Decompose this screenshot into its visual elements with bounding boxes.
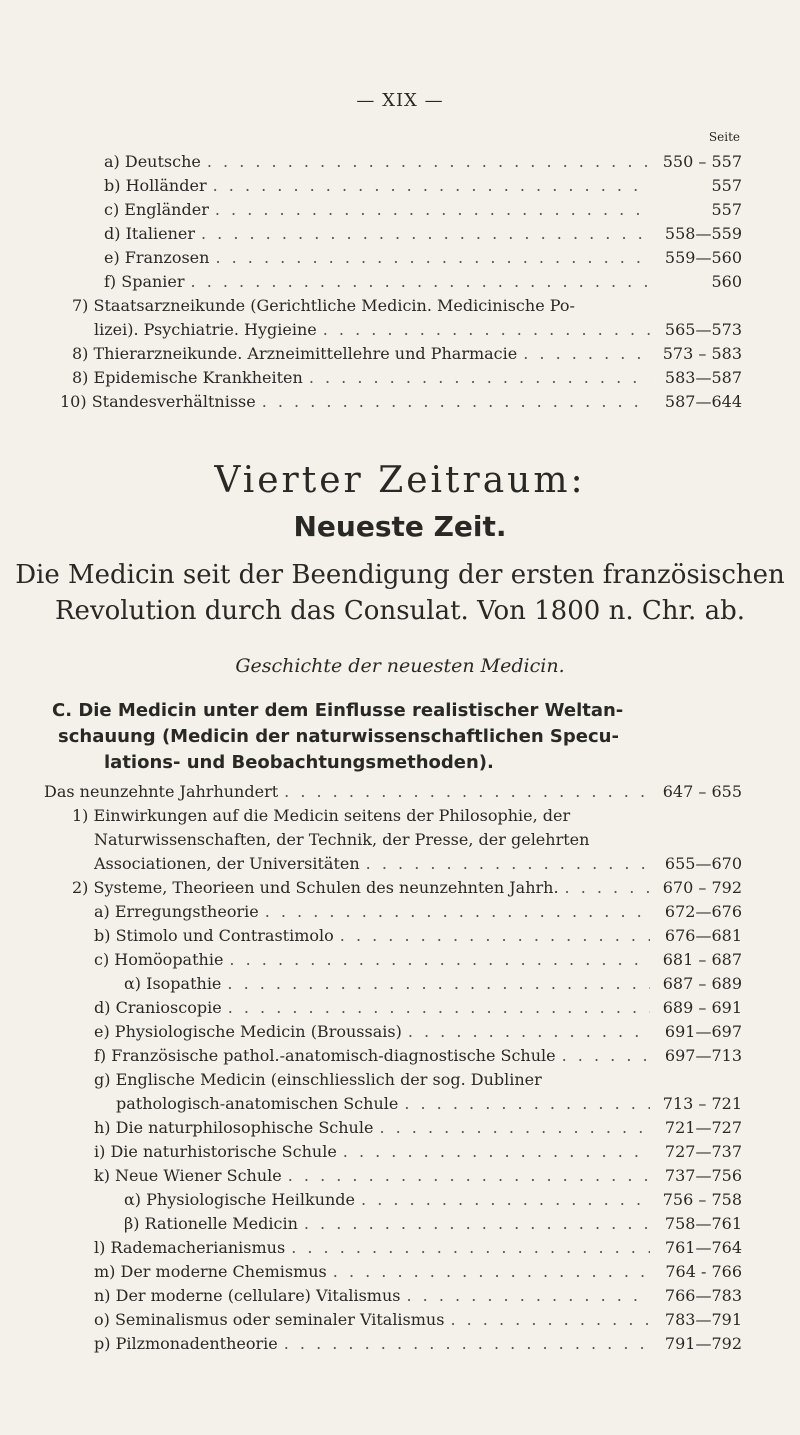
toc-entry-label: Associationen, der Universitäten <box>94 854 360 873</box>
toc-entry-page: 764 - 766 <box>665 1262 742 1281</box>
toc-entry-label: c) Homöopathie <box>94 950 224 969</box>
toc-leader-dots <box>379 1118 650 1137</box>
toc-leader-dots <box>333 1262 650 1281</box>
toc-entry-label: 8) Epidemische Krankheiten <box>72 368 303 387</box>
section-italic-title: Geschichte der neuesten Medicin. <box>235 655 565 677</box>
toc-entry <box>94 926 742 950</box>
toc-leader-dots <box>523 344 650 363</box>
toc-entry-label: 2) Systeme, Theorieen und Schulen des neunzehnten Jahrh. <box>72 878 559 897</box>
toc-entry-label: d) Cranioscopie <box>94 998 222 1017</box>
toc-entry-label: α) Physiologische Heilkunde <box>124 1190 356 1209</box>
seite-label: Seite <box>708 130 740 144</box>
toc-entry <box>94 998 742 1022</box>
chapter-title-line-1: C. Die Medicin unter dem Einflusse realistischer Weltan- <box>52 700 624 721</box>
toc-leader-dots <box>565 878 650 897</box>
toc-entry-page: 557 <box>711 176 742 195</box>
toc-entry <box>124 1214 742 1238</box>
toc-entry-label: f) Spanier <box>104 272 185 291</box>
toc-entry-page: 783—791 <box>664 1310 742 1329</box>
toc-leader-dots <box>284 782 650 801</box>
toc-leader-dots <box>343 1142 650 1161</box>
toc-leader-dots <box>262 392 650 411</box>
toc-entry-page: 761—764 <box>664 1238 742 1257</box>
toc-leader-dots <box>340 926 650 945</box>
toc-entry <box>44 782 742 806</box>
toc-entry-label: d) Italiener <box>104 224 195 243</box>
toc-leader-dots <box>450 1310 650 1329</box>
toc-entry-label: f) Französische pathol.-anatomisch-diagnostische Schule <box>94 1046 556 1065</box>
toc-entry <box>94 1286 742 1310</box>
toc-entry-label: k) Neue Wiener Schule <box>94 1166 282 1185</box>
toc-entry <box>94 1022 742 1046</box>
toc-leader-dots <box>407 1286 651 1305</box>
toc-entry <box>94 1238 742 1262</box>
toc-entry-page: 756 – 758 <box>662 1190 742 1209</box>
toc-entry-page: 560 <box>711 272 742 291</box>
toc-entry-page: 559—560 <box>664 248 742 267</box>
section-title-line-2: Revolution durch das Consulat. Von 1800 n. Chr. ab. <box>54 596 745 626</box>
toc-leader-dots <box>323 320 650 339</box>
toc-leader-dots <box>215 200 650 219</box>
toc-entry-label: h) Die naturphilosophische Schule <box>94 1118 374 1137</box>
toc-entry <box>94 902 742 926</box>
toc-leader-dots <box>215 248 650 267</box>
toc-entry-label: p) Pilzmonadentheorie <box>94 1334 278 1353</box>
toc-leader-dots <box>191 272 650 291</box>
toc-entry-label: a) Deutsche <box>104 152 201 171</box>
toc-entry-label: β) Rationelle Medicin <box>124 1214 298 1233</box>
toc-leader-dots <box>213 176 650 195</box>
toc-leader-dots <box>288 1166 650 1185</box>
toc-entry <box>94 1118 742 1142</box>
toc-entry-label: e) Franzosen <box>104 248 210 267</box>
toc-leader-dots <box>284 1334 650 1353</box>
toc-leader-dots <box>562 1046 650 1065</box>
toc-entry <box>72 878 742 902</box>
toc-entry <box>94 1142 742 1166</box>
toc-entry <box>104 200 742 224</box>
toc-entry-page: 655—670 <box>664 854 742 873</box>
toc-entry-label: α) Isopathie <box>124 974 222 993</box>
toc-entry-label: a) Erregungstheorie <box>94 902 259 921</box>
toc-entry-label: c) Engländer <box>104 200 209 219</box>
toc-entry <box>104 224 742 248</box>
chapter-title-line-2: schauung (Medicin der naturwissenschaftlichen Specu- <box>58 726 619 747</box>
chapter-title-line-3: lations- und Beobachtungsmethoden). <box>104 752 494 773</box>
toc-leader-dots <box>227 974 650 993</box>
toc-leader-dots <box>201 224 650 243</box>
section-title-line-1: Die Medicin seit der Beendigung der ersten französischen <box>15 560 785 590</box>
toc-entry-page: 557 <box>711 200 742 219</box>
toc-entry <box>94 320 742 344</box>
toc-leader-dots <box>304 1214 650 1233</box>
toc-leader-dots <box>404 1094 650 1113</box>
toc-entry-page: 713 – 721 <box>662 1094 742 1113</box>
toc-leader-dots <box>265 902 650 921</box>
toc-leader-dots <box>366 854 650 873</box>
toc-entry-page: 697—713 <box>664 1046 742 1065</box>
toc-entry-page: 689 – 691 <box>662 998 742 1017</box>
toc-entry-page: 687 – 689 <box>662 974 742 993</box>
toc-line: Naturwissenschaften, der Technik, der Presse, der gelehrten <box>94 830 590 849</box>
toc-entry <box>60 392 742 416</box>
toc-entry-page: 670 – 792 <box>662 878 742 897</box>
toc-entry-label: Das neunzehnte Jahrhundert <box>44 782 279 801</box>
toc-entry-label: i) Die naturhistorische Schule <box>94 1142 337 1161</box>
toc-entry-page: 766—783 <box>664 1286 742 1305</box>
toc-entry <box>104 248 742 272</box>
toc-entry-page: 672—676 <box>664 902 742 921</box>
toc-line: g) Englische Medicin (einschliesslich der sog. Dubliner <box>94 1070 542 1089</box>
section-subheading: Neueste Zeit. <box>293 510 507 543</box>
toc-entry-label: 8) Thierarzneikunde. Arzneimittellehre und Pharmacie <box>72 344 518 363</box>
toc-entry <box>124 1190 742 1214</box>
toc-entry-label: o) Seminalismus oder seminaler Vitalismus <box>94 1310 445 1329</box>
toc-entry <box>124 974 742 998</box>
toc-entry-label: e) Physiologische Medicin (Broussais) <box>94 1022 402 1041</box>
toc-entry-label: b) Stimolo und Contrastimolo <box>94 926 334 945</box>
toc-entry <box>72 368 742 392</box>
toc-entry-label: pathologisch-anatomischen Schule <box>116 1094 399 1113</box>
toc-entry-label: n) Der moderne (cellulare) Vitalismus <box>94 1286 401 1305</box>
toc-leader-dots <box>291 1238 650 1257</box>
toc-entry <box>72 344 742 368</box>
toc-entry <box>94 1310 742 1334</box>
toc-entry-page: 558—559 <box>664 224 742 243</box>
toc-entry-page: 573 – 583 <box>662 344 742 363</box>
toc-entry-page: 691—697 <box>664 1022 742 1041</box>
toc-entry-page: 676—681 <box>664 926 742 945</box>
toc-entry <box>94 1334 742 1358</box>
toc-line: 1) Einwirkungen auf die Medicin seitens der Philosophie, der <box>72 806 571 825</box>
toc-entry-label: l) Rademacherianismus <box>94 1238 286 1257</box>
toc-entry-page: 737—756 <box>664 1166 742 1185</box>
toc-entry-label: 10) Standesverhältnisse <box>60 392 256 411</box>
toc-entry <box>94 950 742 974</box>
toc-entry-page: 681 – 687 <box>662 950 742 969</box>
toc-entry-page: 550 – 557 <box>662 152 742 171</box>
toc-entry-page: 565—573 <box>664 320 742 339</box>
toc-entry <box>94 1166 742 1190</box>
page-header: — XIX — <box>356 90 444 111</box>
toc-leader-dots <box>361 1190 650 1209</box>
toc-entry-page: 721—727 <box>664 1118 742 1137</box>
toc-leader-dots <box>408 1022 650 1041</box>
toc-leader-dots <box>309 368 650 387</box>
toc-entry <box>94 854 742 878</box>
toc-entry <box>104 176 742 200</box>
toc-entry-label: m) Der moderne Chemismus <box>94 1262 327 1281</box>
toc-entry <box>116 1094 742 1118</box>
toc-entry-page: 727—737 <box>664 1142 742 1161</box>
toc-leader-dots <box>229 950 650 969</box>
toc-entry-label: b) Holländer <box>104 176 207 195</box>
section-heading: Vierter Zeitraum: <box>214 460 586 501</box>
toc-entry-label: lizei). Psychiatrie. Hygieine <box>94 320 317 339</box>
toc-entry-page: 583—587 <box>664 368 742 387</box>
toc-entry-page: 758—761 <box>664 1214 742 1233</box>
toc-entry-page: 791—792 <box>664 1334 742 1353</box>
toc-entry-page: 647 – 655 <box>662 782 742 801</box>
toc-entry <box>104 272 742 296</box>
toc-leader-dots <box>228 998 650 1017</box>
toc-entry-page: 587—644 <box>664 392 742 411</box>
toc-entry <box>94 1046 742 1070</box>
toc-leader-dots <box>207 152 650 171</box>
toc-line: 7) Staatsarzneikunde (Gerichtliche Medicin. Medicinische Po- <box>72 296 575 315</box>
toc-entry <box>94 1262 742 1286</box>
toc-entry <box>104 152 742 176</box>
